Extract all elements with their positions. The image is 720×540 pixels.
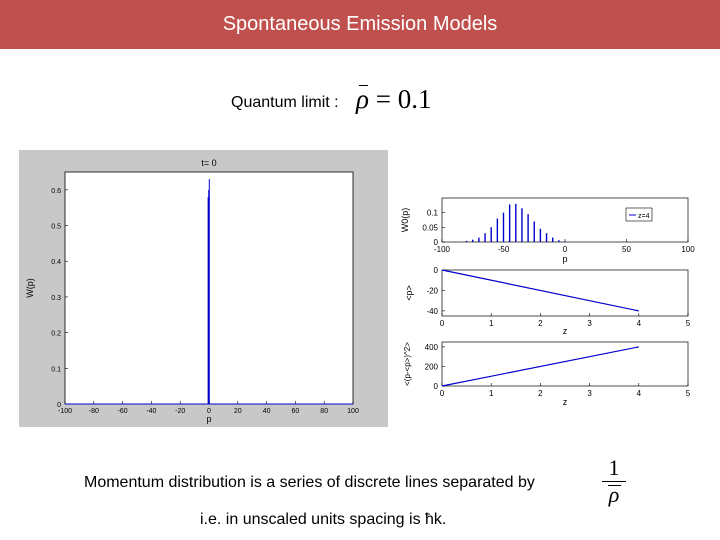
evolution-charts	[398, 190, 698, 410]
x-tick-label: 2	[538, 319, 543, 328]
y-tick-label: 400	[424, 342, 438, 352]
rho-bar-symbol: ρ	[356, 84, 369, 114]
momentum-y-label: W0(p)	[400, 207, 410, 233]
x-tick-label: 4	[636, 389, 642, 398]
slide-title: Spontaneous Emission Models	[0, 0, 720, 49]
y-tick-label: 0.3	[51, 294, 61, 302]
y-axis-label: W(p)	[25, 278, 35, 298]
y-tick-label: 0.6	[51, 187, 61, 195]
x-tick-label: -40	[146, 408, 157, 415]
y-tick-label: 0.1	[51, 366, 61, 374]
y-tick-label: 0	[433, 238, 438, 247]
variance-axes-box	[442, 342, 688, 386]
x-tick-label: -50	[497, 245, 510, 254]
quantum-limit-label: Quantum limit :	[231, 94, 339, 111]
caption-line-1: Momentum distribution is a series of discrete lines separated by	[84, 474, 535, 491]
formula-value: = 0.1	[375, 84, 432, 114]
y-tick-label: -40	[426, 306, 438, 316]
x-axis-label: p	[206, 414, 212, 424]
y-tick-label: 0.1	[426, 208, 438, 218]
initial-momentum-chart	[19, 150, 388, 427]
x-tick-label: 3	[587, 389, 592, 398]
y-tick-label: 0.05	[422, 223, 438, 233]
y-tick-label: -20	[426, 286, 438, 296]
x-tick-label: 2	[538, 389, 543, 398]
momentum-x-label: p	[562, 254, 568, 264]
fraction-one-over-rho	[600, 456, 628, 507]
x-tick-label: 50	[622, 245, 631, 254]
y-tick-label: 0	[433, 266, 438, 275]
chart-title: t= 0	[201, 158, 217, 168]
x-tick-label: 20	[233, 408, 242, 415]
x-tick-label: 60	[291, 408, 300, 415]
mean-p-y-label: <p>	[404, 285, 414, 301]
y-tick-label: 0.2	[51, 330, 61, 338]
mean-p-axes-box	[442, 270, 688, 316]
x-tick-label: 100	[347, 408, 359, 415]
legend-label: z=4	[638, 213, 650, 220]
y-tick-label: 0	[433, 382, 438, 391]
x-tick-label: 80	[320, 408, 329, 415]
variance-x-label: z	[562, 397, 568, 407]
x-tick-label: 0	[207, 408, 211, 415]
x-tick-label: 1	[488, 389, 494, 398]
variance-y-label: <(p-<p>)^2>	[403, 342, 412, 386]
x-tick-label: 0	[439, 319, 445, 328]
y-tick-label: 200	[424, 362, 438, 372]
mean-p-x-label: z	[562, 326, 568, 336]
x-tick-label: 4	[636, 319, 642, 328]
x-tick-label: 1	[488, 319, 494, 328]
x-tick-label: -60	[117, 408, 128, 415]
quantum-limit-formula	[356, 84, 431, 115]
x-tick-label: -100	[57, 408, 73, 415]
x-tick-label: 40	[262, 408, 271, 415]
x-tick-label: 100	[681, 245, 695, 254]
x-tick-label: -100	[433, 245, 451, 254]
x-tick-label: 0	[439, 389, 445, 398]
x-tick-label: 5	[685, 319, 691, 328]
x-tick-label: -20	[175, 408, 186, 415]
fraction-numerator: 1	[608, 455, 620, 480]
x-tick-label: 0	[562, 245, 568, 254]
caption-line-2: i.e. in unscaled units spacing is ħk.	[200, 511, 447, 528]
x-tick-label: 5	[685, 389, 691, 398]
x-tick-label: -80	[88, 408, 99, 415]
fraction-denominator: ρ	[600, 483, 628, 507]
x-tick-label: 3	[587, 319, 592, 328]
y-tick-label: 0	[57, 402, 61, 409]
y-tick-label: 0.4	[51, 259, 61, 267]
y-tick-label: 0.5	[51, 223, 61, 231]
